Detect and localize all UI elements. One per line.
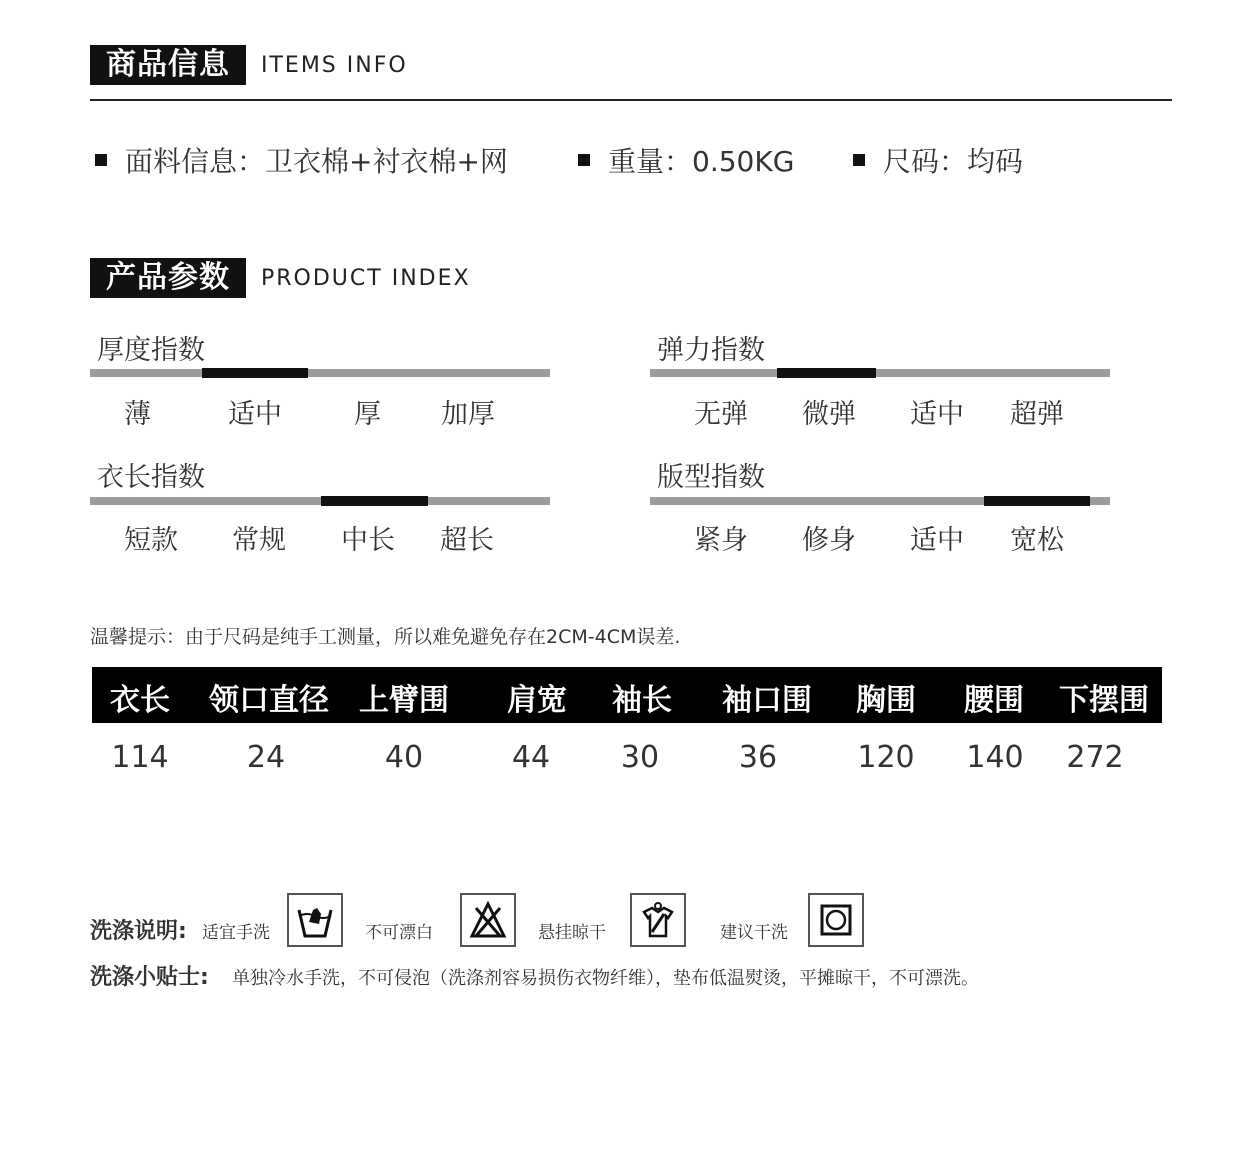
items-info-subtitle: ITEMS INFO xyxy=(261,53,408,78)
size-header-cell: 衣长 xyxy=(110,683,170,718)
fit-option: 宽松 xyxy=(1010,525,1064,556)
size-value-cell: 114 xyxy=(111,740,169,775)
length-option: 超长 xyxy=(440,525,494,556)
washing-label: 悬挂晾干 xyxy=(538,923,606,943)
bullet-icon xyxy=(95,154,107,166)
thickness-option: 适中 xyxy=(228,399,282,430)
size-value-cell: 272 xyxy=(1066,740,1124,775)
bullet-icon xyxy=(578,154,590,166)
size-text: 尺码：均码 xyxy=(883,145,1024,178)
size-header-cell: 胸围 xyxy=(856,683,916,718)
elasticity-bar xyxy=(650,369,1110,377)
elasticity-indicator xyxy=(777,368,876,378)
thickness-bar xyxy=(90,369,550,377)
thickness-indicator xyxy=(202,368,308,378)
washing-tips-title: 洗涤小贴士: xyxy=(90,965,209,990)
section-divider xyxy=(90,99,1172,101)
fit-option: 紧身 xyxy=(694,525,748,556)
weight-info xyxy=(578,140,794,180)
fit-option: 适中 xyxy=(910,525,964,556)
weight-text: 重量：0.50KG xyxy=(608,145,795,178)
length-option: 常规 xyxy=(232,525,286,556)
elasticity-option: 微弹 xyxy=(802,399,856,430)
fit-indicator xyxy=(984,496,1090,506)
length-option: 短款 xyxy=(124,525,178,556)
fit-bar xyxy=(650,497,1110,505)
fit-option: 修身 xyxy=(802,525,856,556)
size-value-cell: 140 xyxy=(966,740,1024,775)
size-header-cell: 袖口围 xyxy=(722,683,812,718)
items-info-title: 商品信息 xyxy=(90,45,246,85)
size-header-cell: 下摆围 xyxy=(1059,683,1149,718)
length-indicator xyxy=(321,496,428,506)
elasticity-label: 弹力指数 xyxy=(657,335,765,366)
product-index-title: 产品参数 xyxy=(90,258,246,298)
thickness-option: 厚 xyxy=(354,399,381,430)
size-value-cell: 120 xyxy=(857,740,915,775)
hand-wash-icon xyxy=(287,893,343,947)
length-label: 衣长指数 xyxy=(97,462,205,493)
fabric-info xyxy=(95,140,508,180)
washing-label: 适宜手洗 xyxy=(202,923,270,943)
size-info xyxy=(853,140,1023,180)
size-header-cell: 领口直径 xyxy=(209,683,329,718)
bullet-icon xyxy=(853,154,865,166)
elasticity-option: 适中 xyxy=(910,399,964,430)
product-index-subtitle: PRODUCT INDEX xyxy=(261,266,471,291)
size-note: 温馨提示：由于尺码是纯手工测量，所以难免避免存在2CM-4CM误差. xyxy=(90,626,681,648)
no-bleach-icon xyxy=(460,893,516,947)
size-table-header xyxy=(92,667,1162,723)
dry-clean-icon xyxy=(808,893,864,947)
washing-label: 建议干洗 xyxy=(720,923,788,943)
length-bar xyxy=(90,497,550,505)
length-option: 中长 xyxy=(341,525,395,556)
size-header-cell: 上臂围 xyxy=(359,683,449,718)
size-value-cell: 40 xyxy=(384,740,424,775)
elasticity-option: 无弹 xyxy=(694,399,748,430)
hang-dry-icon xyxy=(630,893,686,947)
size-value-cell: 36 xyxy=(738,740,778,775)
size-value-cell: 24 xyxy=(246,740,286,775)
thickness-option: 加厚 xyxy=(441,399,495,430)
fit-label: 版型指数 xyxy=(657,462,765,493)
size-value-cell: 44 xyxy=(511,740,551,775)
washing-title: 洗涤说明: xyxy=(90,919,187,944)
washing-label: 不可漂白 xyxy=(365,923,433,943)
thickness-option: 薄 xyxy=(124,399,151,430)
elasticity-option: 超弹 xyxy=(1010,399,1064,430)
fabric-text: 面料信息：卫衣棉+衬衣棉+网 xyxy=(125,145,508,178)
size-header-cell: 腰围 xyxy=(964,683,1024,718)
size-value-cell: 30 xyxy=(620,740,660,775)
thickness-label: 厚度指数 xyxy=(97,335,205,366)
size-header-cell: 袖长 xyxy=(612,683,672,718)
washing-tips-text: 单独冷水手洗，不可侵泡（洗涤剂容易损伤衣物纤维），垫布低温熨烫，平摊晾干，不可漂洗。 xyxy=(232,968,979,989)
size-header-cell: 肩宽 xyxy=(507,683,567,718)
